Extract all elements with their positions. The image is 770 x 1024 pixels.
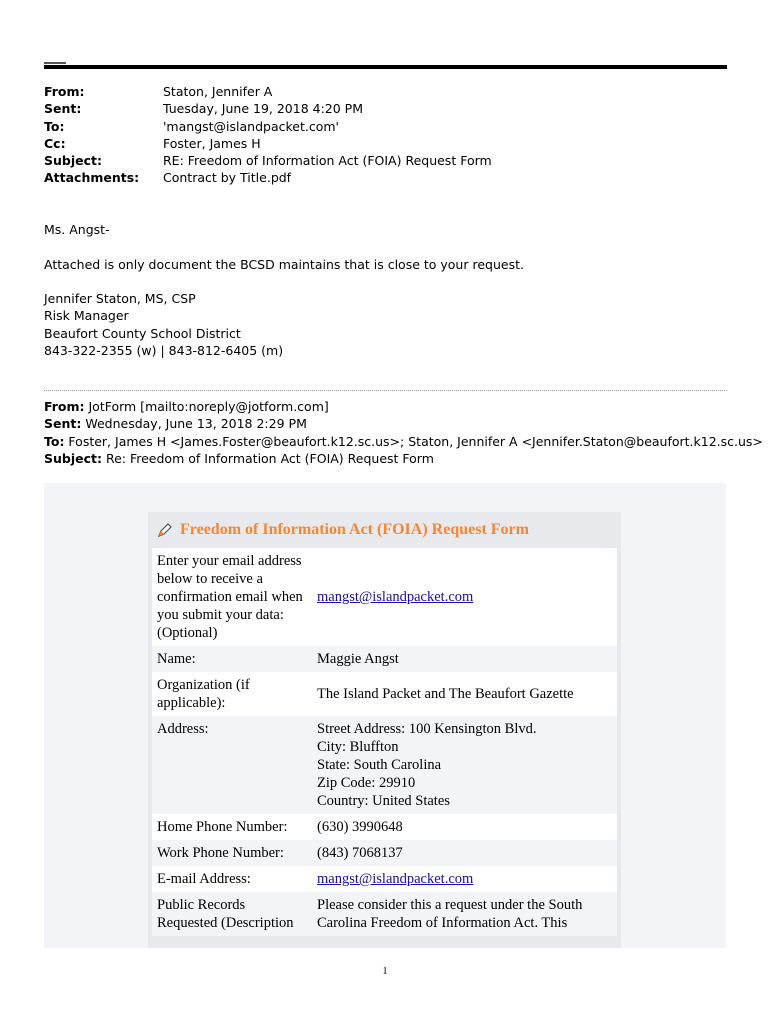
form-title: [148, 512, 621, 548]
fwd-to-label: To:: [44, 433, 65, 449]
message-body: Attached is only document the BCSD maintains that is close to your request.: [44, 257, 524, 272]
field-label: Name:: [152, 646, 312, 672]
fwd-subject-value: Re: Freedom of Information Act (FOIA) Request Form: [102, 450, 434, 466]
field-value: (630) 3990648: [312, 814, 617, 840]
form-table: [152, 548, 617, 936]
table-row: [152, 840, 617, 866]
signature-phone: 843-322-2355 (w) | 843-812-6405 (m): [44, 342, 284, 358]
fwd-from-value: JotForm [mailto:noreply@jotform.com]: [84, 399, 329, 414]
field-label: Organization (if applicable):: [152, 672, 312, 716]
field-label: Public Records Requested (Description: [152, 892, 312, 936]
fwd-sent-label: Sent:: [44, 416, 82, 432]
field-value: [312, 548, 617, 646]
fwd-subject-label: Subject:: [44, 450, 102, 466]
field-value: Please consider this a request under the South Carolina Freedom of Information Act. This: [312, 892, 617, 936]
field-label: E-mail Address:: [152, 866, 312, 892]
subject-label: Subject:: [44, 153, 102, 169]
table-row: [152, 866, 617, 892]
to-label: To:: [44, 118, 65, 134]
email-header: [44, 83, 492, 187]
sent-label: Sent:: [44, 101, 82, 117]
subject-value: RE: Freedom of Information Act (FOIA) Request Form: [163, 153, 492, 169]
cc-value: Foster, James H: [163, 135, 261, 151]
sent-value: Tuesday, June 19, 2018 4:20 PM: [163, 101, 363, 117]
fwd-sent-value: Wednesday, June 13, 2018 2:29 PM: [81, 416, 307, 432]
field-label: Address:: [152, 716, 312, 814]
address-city: City: Bluffton: [317, 739, 399, 755]
table-row: [152, 892, 617, 936]
to-value: 'mangst@islandpacket.com': [163, 118, 339, 134]
table-row: [152, 716, 617, 814]
header-mark: [44, 62, 66, 64]
separator: [44, 390, 727, 391]
cc-label: Cc:: [44, 135, 66, 151]
table-row: [152, 548, 617, 646]
fwd-to-value: Foster, James H <James.Foster@beaufort.k12.sc.us>; Staton, Jennifer A <Jennifer.Staton@beaufort.k12.sc.us>: [64, 433, 763, 449]
field-label: Work Phone Number:: [152, 840, 312, 866]
signature: [44, 290, 283, 359]
table-row: [152, 672, 617, 716]
signature-title: Risk Manager: [44, 308, 129, 324]
address-zip: Zip Code: 29910: [317, 775, 416, 791]
signature-name: Jennifer Staton, MS, CSP: [44, 291, 196, 306]
table-row: [152, 814, 617, 840]
address-state: State: South Carolina: [317, 757, 442, 773]
email-link[interactable]: mangst@islandpacket.com: [317, 589, 474, 605]
foia-form: [148, 512, 621, 948]
address-country: Country: United States: [317, 793, 450, 809]
from-value: Staton, Jennifer A: [163, 84, 273, 99]
attachments-label: Attachments:: [44, 170, 140, 186]
field-label: Enter your email address below to receive a confirmation email when you submit your data: (Optional): [152, 548, 312, 646]
greeting: Ms. Angst-: [44, 222, 110, 237]
from-label: From:: [44, 84, 85, 99]
field-value: [312, 716, 617, 814]
header-rule: [44, 65, 727, 69]
attachment-link[interactable]: Contract by Title.pdf: [163, 170, 292, 186]
email-link[interactable]: mangst@islandpacket.com: [317, 871, 474, 887]
form-title-text: Freedom of Information Act (FOIA) Request Form: [180, 521, 529, 538]
field-value: Maggie Angst: [312, 646, 617, 672]
signature-org: Beaufort County School District: [44, 325, 241, 341]
field-value: [312, 866, 617, 892]
fwd-from-label: From:: [44, 399, 85, 414]
field-label: Home Phone Number:: [152, 814, 312, 840]
pen-icon: [156, 521, 174, 539]
page-number: 1: [382, 966, 388, 977]
field-value: The Island Packet and The Beaufort Gazette: [312, 672, 617, 716]
forwarded-header: [44, 398, 763, 467]
address-street: Street Address: 100 Kensington Blvd.: [317, 721, 537, 737]
table-row: [152, 646, 617, 672]
field-value: (843) 7068137: [312, 840, 617, 866]
